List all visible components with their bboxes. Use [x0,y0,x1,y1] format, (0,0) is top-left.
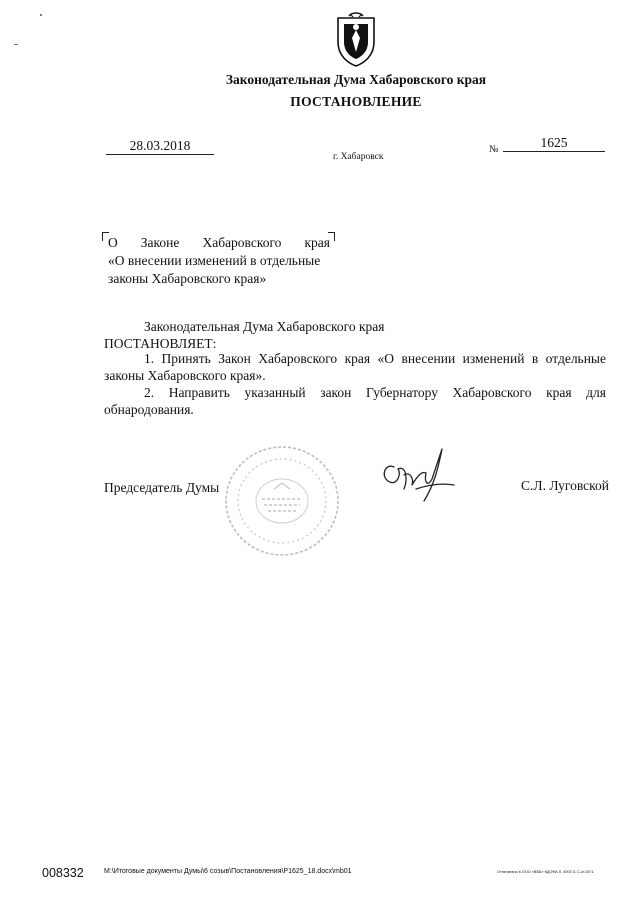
subject-line-1 [108,234,330,252]
scan-artifact [40,14,42,16]
file-path: M:\Итоговые документы Думы\6 созыв\Постановления\P1625_18.docx\mb01 [104,868,352,875]
subject-word: О [108,235,118,250]
resolution-item-1: 1. Принять Закон Хабаровского края «О внесении изменений в отдельные законы Хабаровского края». [104,351,606,383]
resolution-item-2: 2. Направить указанный закон Губернатору Хабаровского края для обнародования. [104,385,606,417]
body-intro: Законодательная Дума Хабаровского края [144,319,385,334]
signatory-name: С.Л. Луговской [521,478,609,493]
document-number: 1625 [503,135,605,152]
subject-line-3: законы Хабаровского края» [108,271,267,286]
subject-word: края [304,235,330,250]
subject-word: Хабаровского [202,235,282,250]
document-subject [108,234,330,288]
document-type: ПОСТАНОВЛЕНИЕ [290,94,422,109]
official-seal-icon [222,443,342,559]
subject-word: Законе [140,235,180,250]
handwritten-signature-icon [372,445,462,505]
document-date: 28.03.2018 [106,138,214,155]
body-resolves: ПОСТАНОВЛЯЕТ: [104,336,217,351]
subject-line-2: «О внесении изменений в отдельные [108,253,321,268]
coat-of-arms-icon [330,12,382,68]
print-note: Отпечатано в ООО «ВББ» КДОФА Л. 4000 3. С-ст.2671 [497,870,594,874]
scan-artifact [14,44,18,45]
registration-number: 008332 [42,866,84,880]
signatory-position: Председатель Думы [104,480,220,495]
organization-name: Законодательная Дума Хабаровского края [225,72,487,87]
document-place: г. Хабаровск [333,152,384,162]
number-label: № [489,144,499,155]
